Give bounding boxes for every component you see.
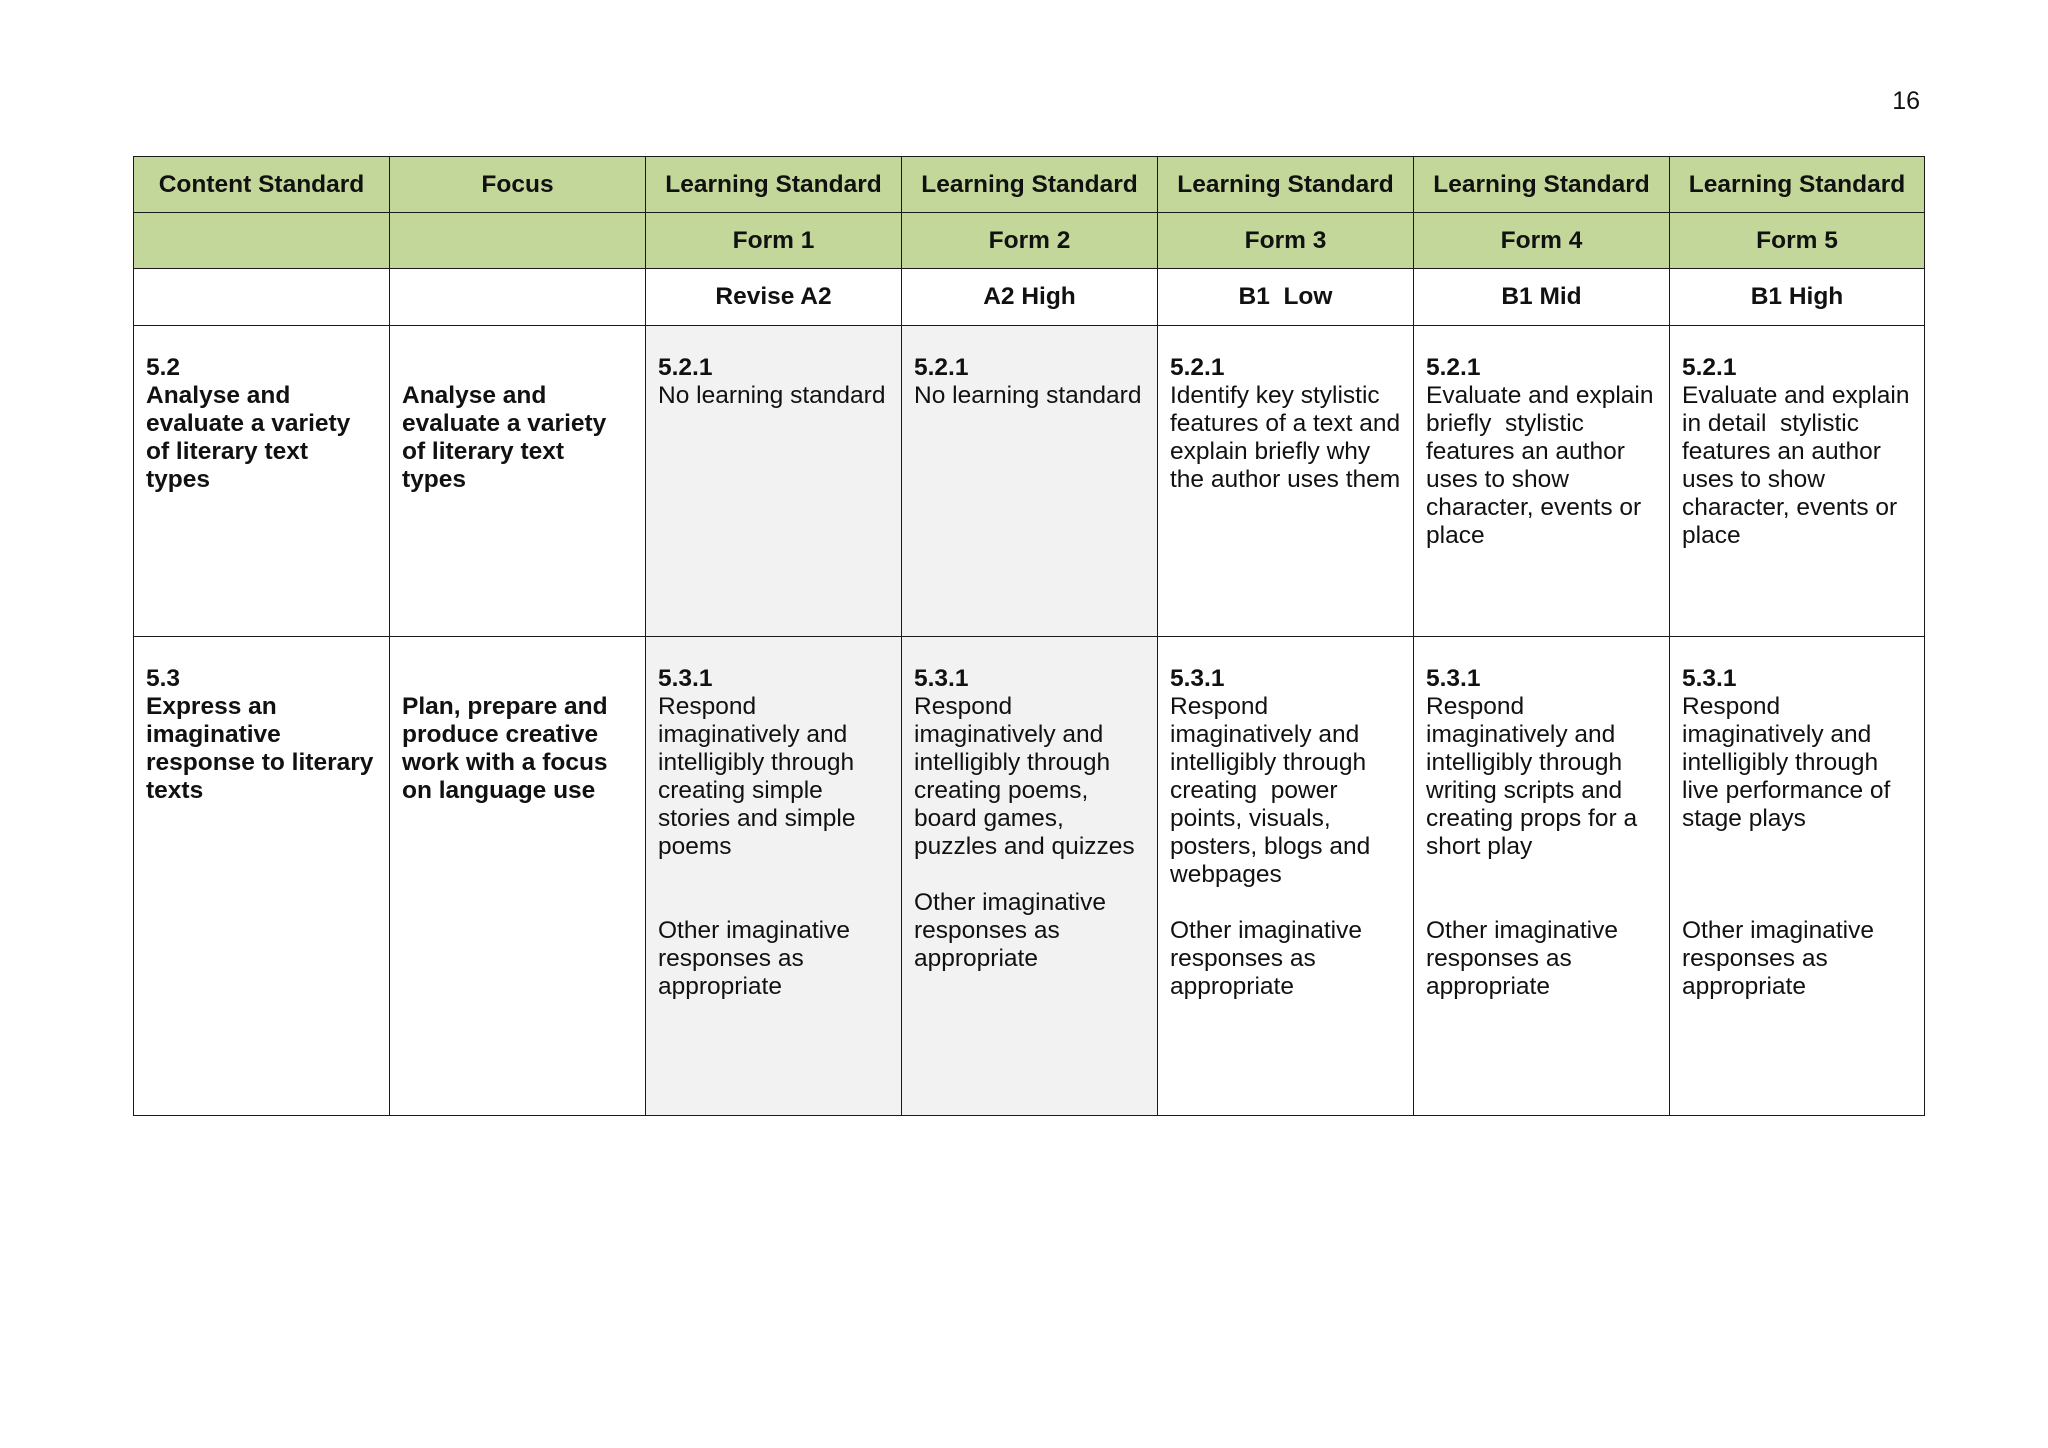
learning-standard-code: 5.3.1 [1426, 665, 1481, 692]
learning-standard-cell [646, 637, 902, 1116]
form-cell-empty [390, 213, 646, 269]
content-standard-cell [134, 637, 390, 1116]
learning-standard-code: 5.2.1 [1170, 354, 1225, 381]
learning-standard-cell [1158, 637, 1414, 1116]
learning-standard-extra: Other imaginative responses as appropriate [1170, 917, 1363, 1000]
focus-cell [390, 326, 646, 637]
learning-standard-text: No learning standard [914, 382, 1142, 409]
level-cell-empty [134, 269, 390, 326]
form-3: Form 3 [1158, 213, 1414, 269]
content-standard-cell [134, 326, 390, 637]
form-5: Form 5 [1670, 213, 1925, 269]
learning-standard-code: 5.2.1 [914, 354, 969, 381]
focus-cell [390, 637, 646, 1116]
learning-standard-cell [1158, 326, 1414, 637]
form-2: Form 2 [902, 213, 1158, 269]
content-standard-code: 5.3 [146, 665, 181, 692]
form-row [134, 213, 1925, 269]
learning-standards-table [133, 156, 1925, 1116]
learning-standard-code: 5.3.1 [1170, 665, 1225, 692]
learning-standard-code: 5.3.1 [658, 665, 713, 692]
learning-standard-extra: Other imaginative responses as appropriate [658, 917, 851, 1000]
learning-standard-cell [646, 326, 902, 637]
header-content-standard: Content Standard [134, 157, 390, 213]
content-standard-text: Express an imaginative response to literary texts [146, 693, 374, 804]
form-1: Form 1 [646, 213, 902, 269]
learning-standard-text: Respond imaginatively and intelligibly through creating poems, board games, puzzles and quizzes [914, 693, 1135, 860]
learning-standard-extra: Other imaginative responses as appropriate [1682, 917, 1875, 1000]
table-row [134, 326, 1925, 637]
form-cell-empty [134, 213, 390, 269]
learning-standard-extra: Other imaginative responses as appropriate [1426, 917, 1619, 1000]
learning-standard-extra: Other imaginative responses as appropriate [914, 889, 1107, 972]
header-learning-standard: Learning Standard [1414, 157, 1670, 213]
level-form-5: B1 High [1670, 269, 1925, 326]
learning-standard-cell [1414, 637, 1670, 1116]
learning-standard-text: Identify key stylistic features of a text and explain briefly why the author uses them [1170, 382, 1401, 493]
header-learning-standard: Learning Standard [902, 157, 1158, 213]
header-focus: Focus [390, 157, 646, 213]
header-learning-standard: Learning Standard [1158, 157, 1414, 213]
level-form-4: B1 Mid [1414, 269, 1670, 326]
learning-standard-code: 5.2.1 [1682, 354, 1737, 381]
level-form-3: B1 Low [1158, 269, 1414, 326]
learning-standard-text: Evaluate and explain briefly stylistic features an author uses to show character, events or place [1426, 382, 1661, 549]
learning-standard-cell [1414, 326, 1670, 637]
page-number: 16 [1892, 87, 1920, 115]
learning-standard-text: Respond imaginatively and intelligibly through writing scripts and creating props for a short play [1426, 693, 1638, 860]
table-row [134, 637, 1925, 1116]
level-cell-empty [390, 269, 646, 326]
learning-standard-text: No learning standard [658, 382, 886, 409]
learning-standard-cell [1670, 326, 1925, 637]
focus-text: Plan, prepare and produce creative work with a focus on language use [402, 693, 608, 804]
header-learning-standard: Learning Standard [1670, 157, 1925, 213]
form-4: Form 4 [1414, 213, 1670, 269]
header-row [134, 157, 1925, 213]
level-form-2: A2 High [902, 269, 1158, 326]
learning-standard-code: 5.3.1 [914, 665, 969, 692]
content-standard-text: Analyse and evaluate a variety of literary text types [146, 382, 351, 493]
learning-standard-code: 5.2.1 [658, 354, 713, 381]
content-standard-code: 5.2 [146, 354, 181, 381]
learning-standard-cell [902, 326, 1158, 637]
learning-standard-text: Respond imaginatively and intelligibly through live performance of stage plays [1682, 693, 1891, 832]
learning-standard-cell [1670, 637, 1925, 1116]
focus-text: Analyse and evaluate a variety of literary text types [402, 382, 607, 493]
header-learning-standard: Learning Standard [646, 157, 902, 213]
learning-standard-text: Respond imaginatively and intelligibly through creating simple stories and simple poems [658, 693, 856, 860]
learning-standard-cell [902, 637, 1158, 1116]
learning-standard-code: 5.3.1 [1682, 665, 1737, 692]
level-row [134, 269, 1925, 326]
level-form-1: Revise A2 [646, 269, 902, 326]
learning-standard-text: Respond imaginatively and intelligibly through creating power points, visuals, posters, blogs and webpages [1170, 693, 1378, 888]
learning-standard-text: Evaluate and explain in detail stylistic features an author uses to show character, events or place [1682, 382, 1917, 549]
learning-standard-code: 5.2.1 [1426, 354, 1481, 381]
